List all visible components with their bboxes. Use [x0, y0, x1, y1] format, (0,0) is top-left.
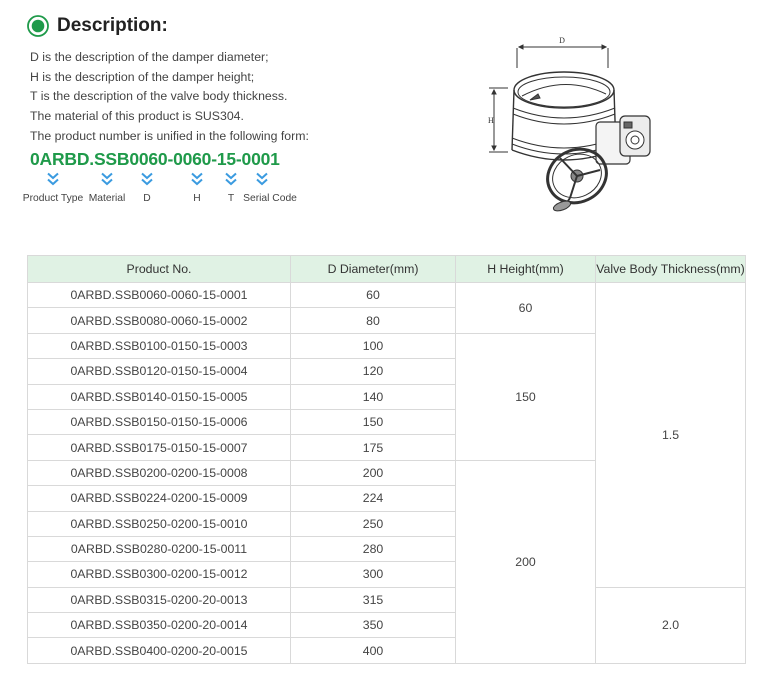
double-chevron-down-icon — [141, 172, 153, 186]
check-circle-icon — [27, 15, 49, 37]
cell-product-no: 0ARBD.SSB0140-0150-15-0005 — [28, 384, 291, 409]
double-chevron-down-icon — [101, 172, 113, 186]
cell-product-no: 0ARBD.SSB0150-0150-15-0006 — [28, 409, 291, 434]
double-chevron-down-icon — [47, 172, 59, 186]
code-label-product-type: Product Type — [22, 193, 84, 204]
description-line: D is the description of the damper diameter; — [30, 50, 269, 64]
cell-product-no: 0ARBD.SSB0120-0150-15-0004 — [28, 359, 291, 384]
cell-diameter: 280 — [291, 536, 456, 561]
cell-diameter: 315 — [291, 587, 456, 612]
code-label-h: H — [193, 193, 201, 204]
cell-diameter: 300 — [291, 562, 456, 587]
cell-diameter: 400 — [291, 638, 456, 663]
description — [30, 48, 309, 147]
cell-product-no: 0ARBD.SSB0250-0200-15-0010 — [28, 511, 291, 536]
cell-diameter: 120 — [291, 359, 456, 384]
cell-diameter: 100 — [291, 333, 456, 358]
diagram-h-label: H — [488, 116, 494, 125]
cell-diameter: 350 — [291, 613, 456, 638]
heading-title: Description: — [57, 15, 168, 36]
cell-diameter: 175 — [291, 435, 456, 460]
description-line: The material of this product is SUS304. — [30, 109, 244, 124]
table-header-row — [28, 256, 746, 283]
diagram-d-label: D — [559, 36, 565, 45]
cell-product-no: 0ARBD.SSB0100-0150-15-0003 — [28, 333, 291, 358]
cell-diameter: 150 — [291, 409, 456, 434]
cell-product-no: 0ARBD.SSB0224-0200-15-0009 — [28, 486, 291, 511]
code-label-serial-code: Serial Code — [243, 193, 297, 204]
header-height: H Height(mm) — [456, 256, 596, 283]
code-label-material: Material — [88, 193, 126, 204]
cell-product-no: 0ARBD.SSB0315-0200-20-0013 — [28, 587, 291, 612]
table-row — [28, 283, 746, 308]
cell-product-no: 0ARBD.SSB0300-0200-15-0012 — [28, 562, 291, 587]
cell-diameter: 80 — [291, 308, 456, 333]
cell-height: 150 — [456, 333, 596, 460]
code-label-d: D — [143, 193, 151, 204]
cell-diameter: 200 — [291, 460, 456, 485]
double-chevron-down-icon — [191, 172, 203, 186]
header-diameter: D Diameter(mm) — [291, 256, 456, 283]
double-chevron-down-icon — [256, 172, 268, 186]
cell-diameter: 60 — [291, 283, 456, 308]
spec-table — [27, 255, 746, 664]
section-heading — [27, 12, 168, 40]
table-row — [28, 587, 746, 612]
product-code: 0ARBD.SSB0060-0060-15-0001 — [30, 149, 280, 169]
cell-diameter: 224 — [291, 486, 456, 511]
description-line: H is the description of the damper height; — [30, 69, 255, 84]
cell-height: 200 — [456, 460, 596, 663]
cell-product-no: 0ARBD.SSB0280-0200-15-0011 — [28, 536, 291, 561]
cell-product-no: 0ARBD.SSB0400-0200-20-0015 — [28, 638, 291, 663]
description-line: T is the description of the valve body thickness. — [30, 89, 288, 104]
cell-height: 60 — [456, 283, 596, 334]
double-chevron-down-icon — [225, 172, 237, 186]
header-product-no: Product No. — [28, 256, 291, 283]
cell-diameter: 140 — [291, 384, 456, 409]
cell-product-no: 0ARBD.SSB0350-0200-20-0014 — [28, 613, 291, 638]
cell-product-no: 0ARBD.SSB0080-0060-15-0002 — [28, 308, 291, 333]
cell-product-no: 0ARBD.SSB0060-0060-15-0001 — [28, 283, 291, 308]
code-label-t: T — [227, 193, 235, 204]
cell-thickness: 2.0 — [596, 587, 746, 663]
cell-diameter: 250 — [291, 511, 456, 536]
cell-product-no: 0ARBD.SSB0200-0200-15-0008 — [28, 460, 291, 485]
cell-product-no: 0ARBD.SSB0175-0150-15-0007 — [28, 435, 291, 460]
damper-diagram — [484, 30, 664, 212]
description-line: The product number is unified in the following form: — [30, 128, 309, 143]
cell-thickness: 1.5 — [596, 283, 746, 588]
header-thickness: Valve Body Thickness(mm) — [596, 256, 746, 283]
